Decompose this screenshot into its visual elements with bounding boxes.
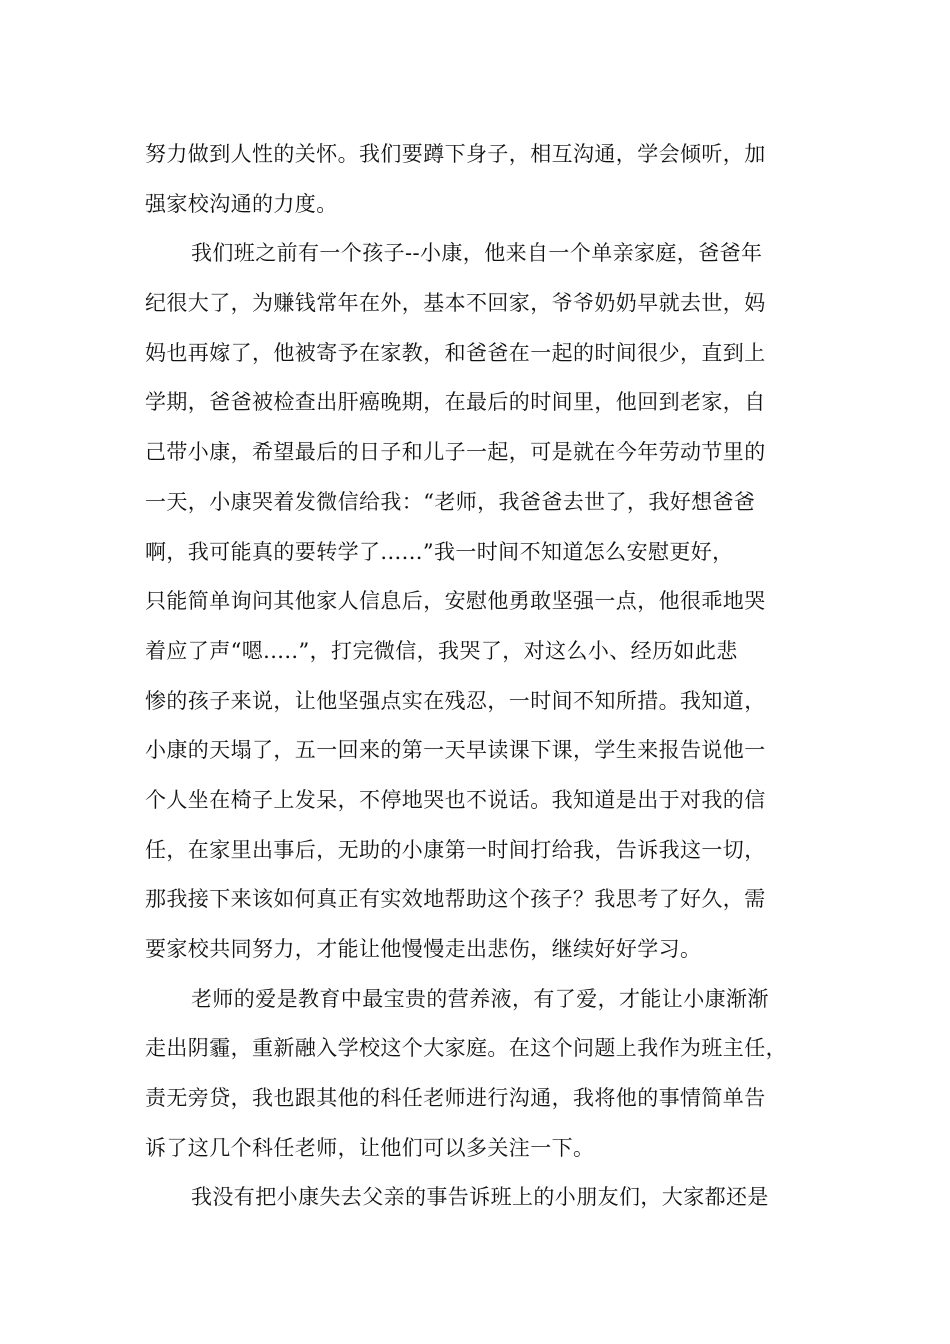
text-line: 那我接下来该如何真正有实效地帮助这个孩子？我思考了好久，需	[145, 887, 766, 912]
text-line: 责无旁贷，我也跟其他的科任老师进行沟通，我将他的事情简单告	[145, 1086, 766, 1111]
paragraph-start-line: 我们班之前有一个孩子--小康，他来自一个单亲家庭，爸爸年	[191, 241, 763, 266]
text-line: 一天，小康哭着发微信给我：“老师，我爸爸去世了，我好想爸爸	[145, 489, 756, 514]
text-line: 学期，爸爸被检查出肝癌晚期，在最后的时间里，他回到老家，自	[145, 390, 766, 415]
body-text	[145, 130, 825, 1223]
text-line: 惨的孩子来说，让他坚强点实在残忍，一时间不知所措。我知道，	[145, 688, 766, 713]
text-line: 任，在家里出事后，无助的小康第一时间打给我，告诉我这一切，	[145, 837, 766, 862]
text-line: 诉了这几个科任老师，让他们可以多关注一下。	[145, 1135, 595, 1160]
text-line: 着应了声“嗯.....”，打完微信，我哭了，对这么小、经历如此悲	[145, 638, 738, 663]
text-line: 要家校共同努力，才能让他慢慢走出悲伤，继续好好学习。	[145, 937, 702, 961]
text-line: 小康的天塌了，五一回来的第一天早读课下课，学生来报告说他一	[145, 738, 766, 763]
text-line: 妈也再嫁了，他被寄予在家教，和爸爸在一起的时间很少，直到上	[145, 340, 766, 365]
text-line: 走出阴霾，重新融入学校这个大家庭。在这个问题上我作为班主任，	[145, 1036, 787, 1061]
text-line: 纪很大了，为赚钱常年在外，基本不回家，爷爷奶奶早就去世，妈	[145, 291, 766, 316]
paragraph-start-line: 我没有把小康失去父亲的事告诉班上的小朋友们，大家都还是	[191, 1185, 769, 1210]
text-line: 己带小康，希望最后的日子和儿子一起，可是就在今年劳动节里的	[145, 440, 766, 465]
text-line: 啊，我可能真的要转学了......”我一时间不知道怎么安慰更好，	[145, 539, 734, 564]
text-line: 强家校沟通的力度。	[145, 191, 338, 216]
paragraph-start-line: 老师的爱是教育中最宝贵的营养液，有了爱，才能让小康渐渐	[191, 986, 769, 1011]
text-line: 只能简单询问其他家人信息后，安慰他勇敢坚强一点，他很乖地哭	[145, 589, 766, 614]
text-line: 努力做到人性的关怀。我们要蹲下身子，相互沟通，学会倾听，加	[145, 142, 766, 166]
text-line: 个人坐在椅子上发呆，不停地哭也不说话。我知道是出于对我的信	[145, 787, 766, 812]
